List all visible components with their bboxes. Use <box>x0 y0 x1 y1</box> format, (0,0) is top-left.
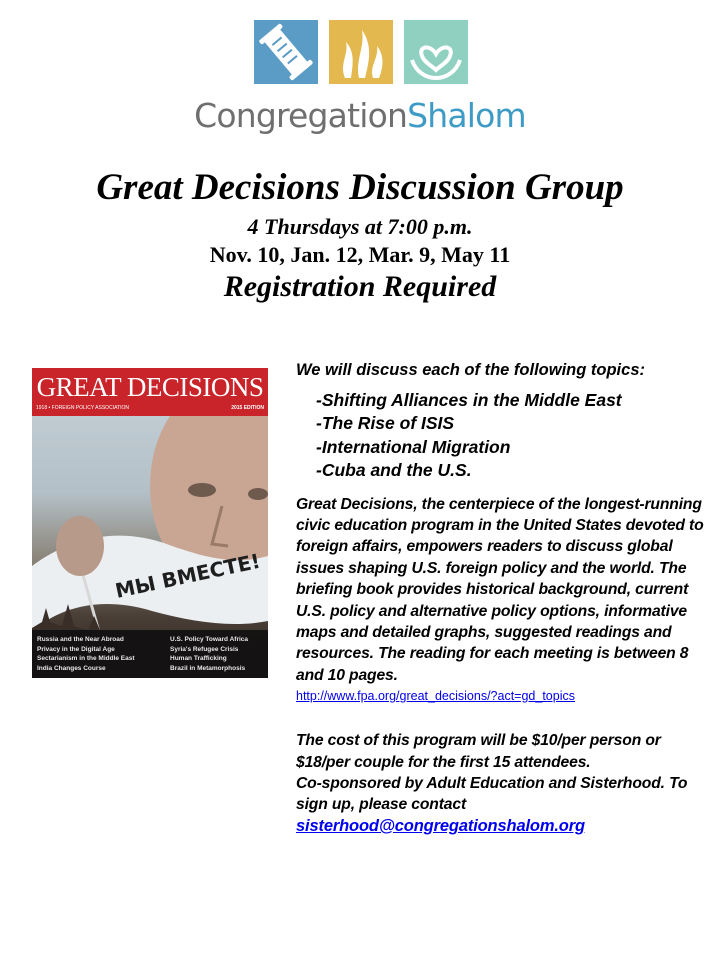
cover-toc-item: Russia and the Near Abroad <box>37 636 124 643</box>
page-title: Great Decisions Discussion Group <box>96 167 624 208</box>
cover-toc-item: Privacy in the Digital Age <box>37 645 115 653</box>
congregation-logo <box>254 20 468 86</box>
intro-text: We will discuss each of the following topics: <box>296 361 645 379</box>
cover-subtitle: 1918 • FOREIGN POLICY ASSOCIATION <box>36 405 129 411</box>
cover-toc-item: India Changes Course <box>37 664 106 672</box>
cover-topics-list <box>32 630 268 678</box>
cover-toc-item: Syria's Refugee Crisis <box>170 645 239 653</box>
topic-item: -International Migration <box>316 436 511 457</box>
cover-toc-item: Human Trafficking <box>170 655 227 662</box>
topics-list <box>316 389 706 483</box>
logo-wordmark <box>0 96 720 135</box>
topic-item: -The Rise of ISIS <box>316 413 455 433</box>
book-cover-image <box>32 368 268 678</box>
cost-and-signup <box>296 730 706 837</box>
cost-text: The cost of this program will be $10/per person or $18/per couple for the first 15 attendees. <box>296 732 661 771</box>
logo-text-congregation: Congregation <box>194 96 408 135</box>
registration-notice: Registration Required <box>223 270 497 303</box>
cover-edition: 2015 EDITION <box>231 405 264 411</box>
heart-hands-icon <box>404 20 468 84</box>
dates-text: Nov. 10, Jan. 12, Mar. 9, May 11 <box>209 242 511 267</box>
fpa-link[interactable]: http://www.fpa.org/great_decisions/?act=gd_topics <box>296 689 575 704</box>
sponsor-text: Co-sponsored by Adult Education and Sisterhood. To sign up, please contact <box>296 774 688 814</box>
topic-item: -Shifting Alliances in the Middle East <box>316 389 622 410</box>
schedule-text: 4 Thursdays at 7:00 p.m. <box>247 214 473 239</box>
cover-toc-item: Brazil in Metamorphosis <box>170 664 246 672</box>
cover-toc-item: Sectarianism in the Middle East <box>37 655 135 662</box>
cover-toc-item: U.S. Policy Toward Africa <box>170 636 249 643</box>
topic-item: -Cuba and the U.S. <box>316 460 472 480</box>
logo-text-shalom: Shalom <box>407 96 526 135</box>
description-column <box>296 360 706 837</box>
torah-scroll-icon <box>254 20 318 84</box>
cover-banner-text: МЫ ВМЕСТЕ! <box>113 548 263 603</box>
program-description: Great Decisions, the centerpiece of the longest-running civic education program in the United States devoted to foreign affairs, empowers readers to discuss global issues shaping U.S. foreign policy and the world. The briefing book provides historical background, current U.S. policy and alternative policy options, informative maps and detailed graphs, suggested readings and resources. The reading for each meeting is between 8 and 10 pages. <box>296 495 704 684</box>
contact-email-link[interactable]: sisterhood@congregationshalom.org <box>296 816 585 835</box>
cover-title: GREAT DECISIONS <box>36 372 264 402</box>
flame-candles-icon <box>329 20 393 84</box>
